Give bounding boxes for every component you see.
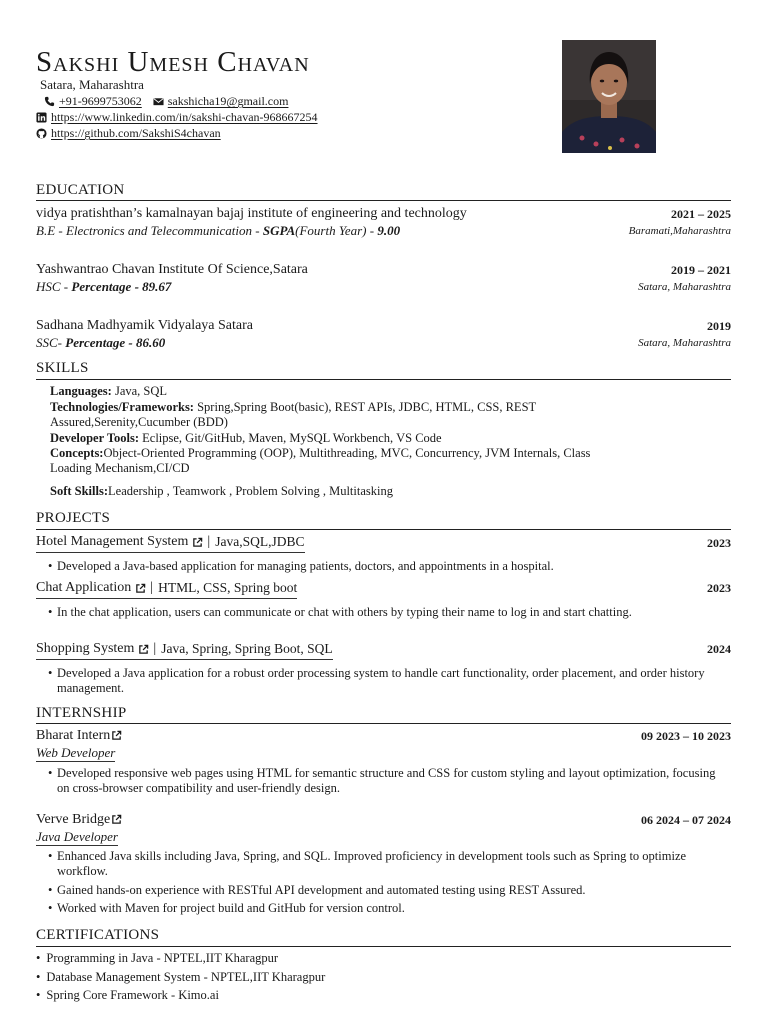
skills-languages: Languages: Java, SQL [50,384,168,398]
skills-tools: Developer Tools: Eclipse, Git/GitHub, Maven, MySQL Workbench, VS Code [50,431,442,445]
envelope-icon [153,96,164,107]
internship-role-1: Web Developer [36,745,116,760]
email-link[interactable]: sakshicha19@gmail.com [167,94,289,108]
skills-technologies: Technologies/Frameworks: Spring,Spring Boot(basic), REST APIs, JDBC, HTML, CSS, REST [50,400,537,414]
education-institution-1: vidya pratishthan’s kamalnayan bajaj institute of engineering and technology [36,206,467,221]
project-bullet-1: • Developed a Java-based application for managing patients, doctors, and appointments in a hospital. [48,559,554,573]
linkedin-link[interactable]: https://www.linkedin.com/in/sakshi-chavan-968667254 [51,110,318,124]
project-year-2: 2023 [707,581,731,595]
internship-bullet-2-1: • Enhanced Java skills including Java, Spring, and SQL. Improved proficiency in development tools such as Spring to optimize workflow. [48,849,687,878]
internship-company-1[interactable] [36,727,126,744]
skills-divider [36,379,731,380]
internship-divider [36,723,731,724]
internship-role-2: Java Developer [36,829,118,844]
education-years-3: 2019 [707,319,731,333]
portrait-image [562,40,656,153]
skills-technologies-cont: Assured,Serenity,Cucumber (BDD) [50,415,228,429]
internship-dates-1: 09 2023 – 10 2023 [641,729,731,743]
external-link-icon[interactable] [138,644,149,655]
project-name-1[interactable]: Hotel Management System [36,534,189,549]
internship-company-name-2[interactable]: Verve Bridge [36,812,111,827]
project-tech-3: Java, Spring, Spring Boot, SQL [161,641,333,656]
certifications-divider [36,946,731,947]
internship-bullet-2-3: • Worked with Maven for project build and GitHub for version control. [48,901,405,915]
project-name-2[interactable]: Chat Application [36,580,132,595]
skills-heading: SKILLS [36,360,89,376]
external-link-icon[interactable] [111,730,122,741]
education-degree-2: HSC - Percentage - 89.67 [36,279,172,294]
project-tech-1: Java,SQL,JDBC [215,534,305,549]
project-name-3[interactable]: Shopping System [36,641,135,656]
linkedin-icon [36,112,47,123]
education-divider [36,200,731,201]
phone-icon [44,96,55,107]
external-link-icon[interactable] [111,814,122,825]
github-icon [36,128,47,139]
profile-photo [562,40,656,153]
skills-concepts: Concepts:Object-Oriented Programming (OOP), Multithreading, MVC, Concurrency, JVM Internals, Class [50,446,591,460]
internship-bullet-2-2: • Gained hands-on experience with RESTful API development and automated testing using REST Assured. [48,883,586,897]
education-degree-3: SSC- Percentage - 86.60 [36,335,166,350]
certifications-heading: CERTIFICATIONS [36,927,160,943]
projects-heading: PROJECTS [36,510,111,526]
education-degree-1: B.E - Electronics and Telecommunication - SGPA(Fourth Year) - 9.00 [36,223,401,238]
internship-company-name-1[interactable]: Bharat Intern [36,728,111,743]
skills-concepts-cont: Loading Mechanism,CI/CD [50,461,190,475]
certification-item-1: • Programming in Java - NPTEL,IIT Kharagpur [36,951,279,965]
phone-link[interactable]: +91-9699753062 [59,94,142,108]
project-year-3: 2024 [707,642,731,656]
github-link[interactable]: https://github.com/SakshiS4chavan [51,126,221,140]
candidate-location: Satara, Maharashtra [40,77,144,92]
external-link-icon[interactable] [135,583,146,594]
external-link-icon[interactable] [192,537,203,548]
skills-soft: Soft Skills:Leadership , Teamwork , Problem Solving , Multitasking [50,484,393,498]
certification-item-2: • Database Management System - NPTEL,IIT Kharagpur [36,970,326,984]
internship-dates-2: 06 2024 – 07 2024 [641,813,731,827]
project-title-2[interactable]: Chat Application | HTML, CSS, Spring boot [36,579,297,599]
contact-row [44,94,288,109]
linkedin-row [36,110,318,125]
education-place-1: Baramati,Maharashtra [628,225,731,237]
project-bullet-3: • Developed a Java application for a robust order processing system to handle cart functionality, order placement, and order history management. [48,666,705,695]
education-institution-3: Sadhana Madhyamik Vidyalaya Satara [36,318,253,333]
certification-item-3: • Spring Core Framework - Kimo.ai [36,988,219,1002]
education-place-2: Satara, Maharashtra [638,281,731,293]
education-institution-2: Yashwantrao Chavan Institute Of Science,Satara [36,262,308,277]
project-bullet-2: • In the chat application, users can communicate or chat with others by typing their name to log in and start chatting. [48,605,632,619]
project-title-3[interactable]: Shopping System | Java, Spring, Spring Boot, SQL [36,640,333,660]
education-years-1: 2021 – 2025 [671,207,731,221]
internship-bullet-1-1: • Developed responsive web pages using HTML for semantic structure and CSS for custom styling and layout optimization, focusing on cross-browser compatibility and user-friendly design. [48,766,716,795]
education-place-3: Satara, Maharashtra [638,337,731,349]
internship-company-2[interactable] [36,811,126,828]
project-title-1[interactable]: Hotel Management System | Java,SQL,JDBC [36,533,305,553]
github-row [36,126,221,141]
internship-heading: INTERNSHIP [36,705,127,721]
education-years-2: 2019 – 2021 [671,263,731,277]
education-heading: EDUCATION [36,182,125,198]
project-tech-2: HTML, CSS, Spring boot [158,580,298,595]
project-year-1: 2023 [707,536,731,550]
projects-divider [36,529,731,530]
candidate-name: Sakshi Umesh Chavan [36,46,310,78]
